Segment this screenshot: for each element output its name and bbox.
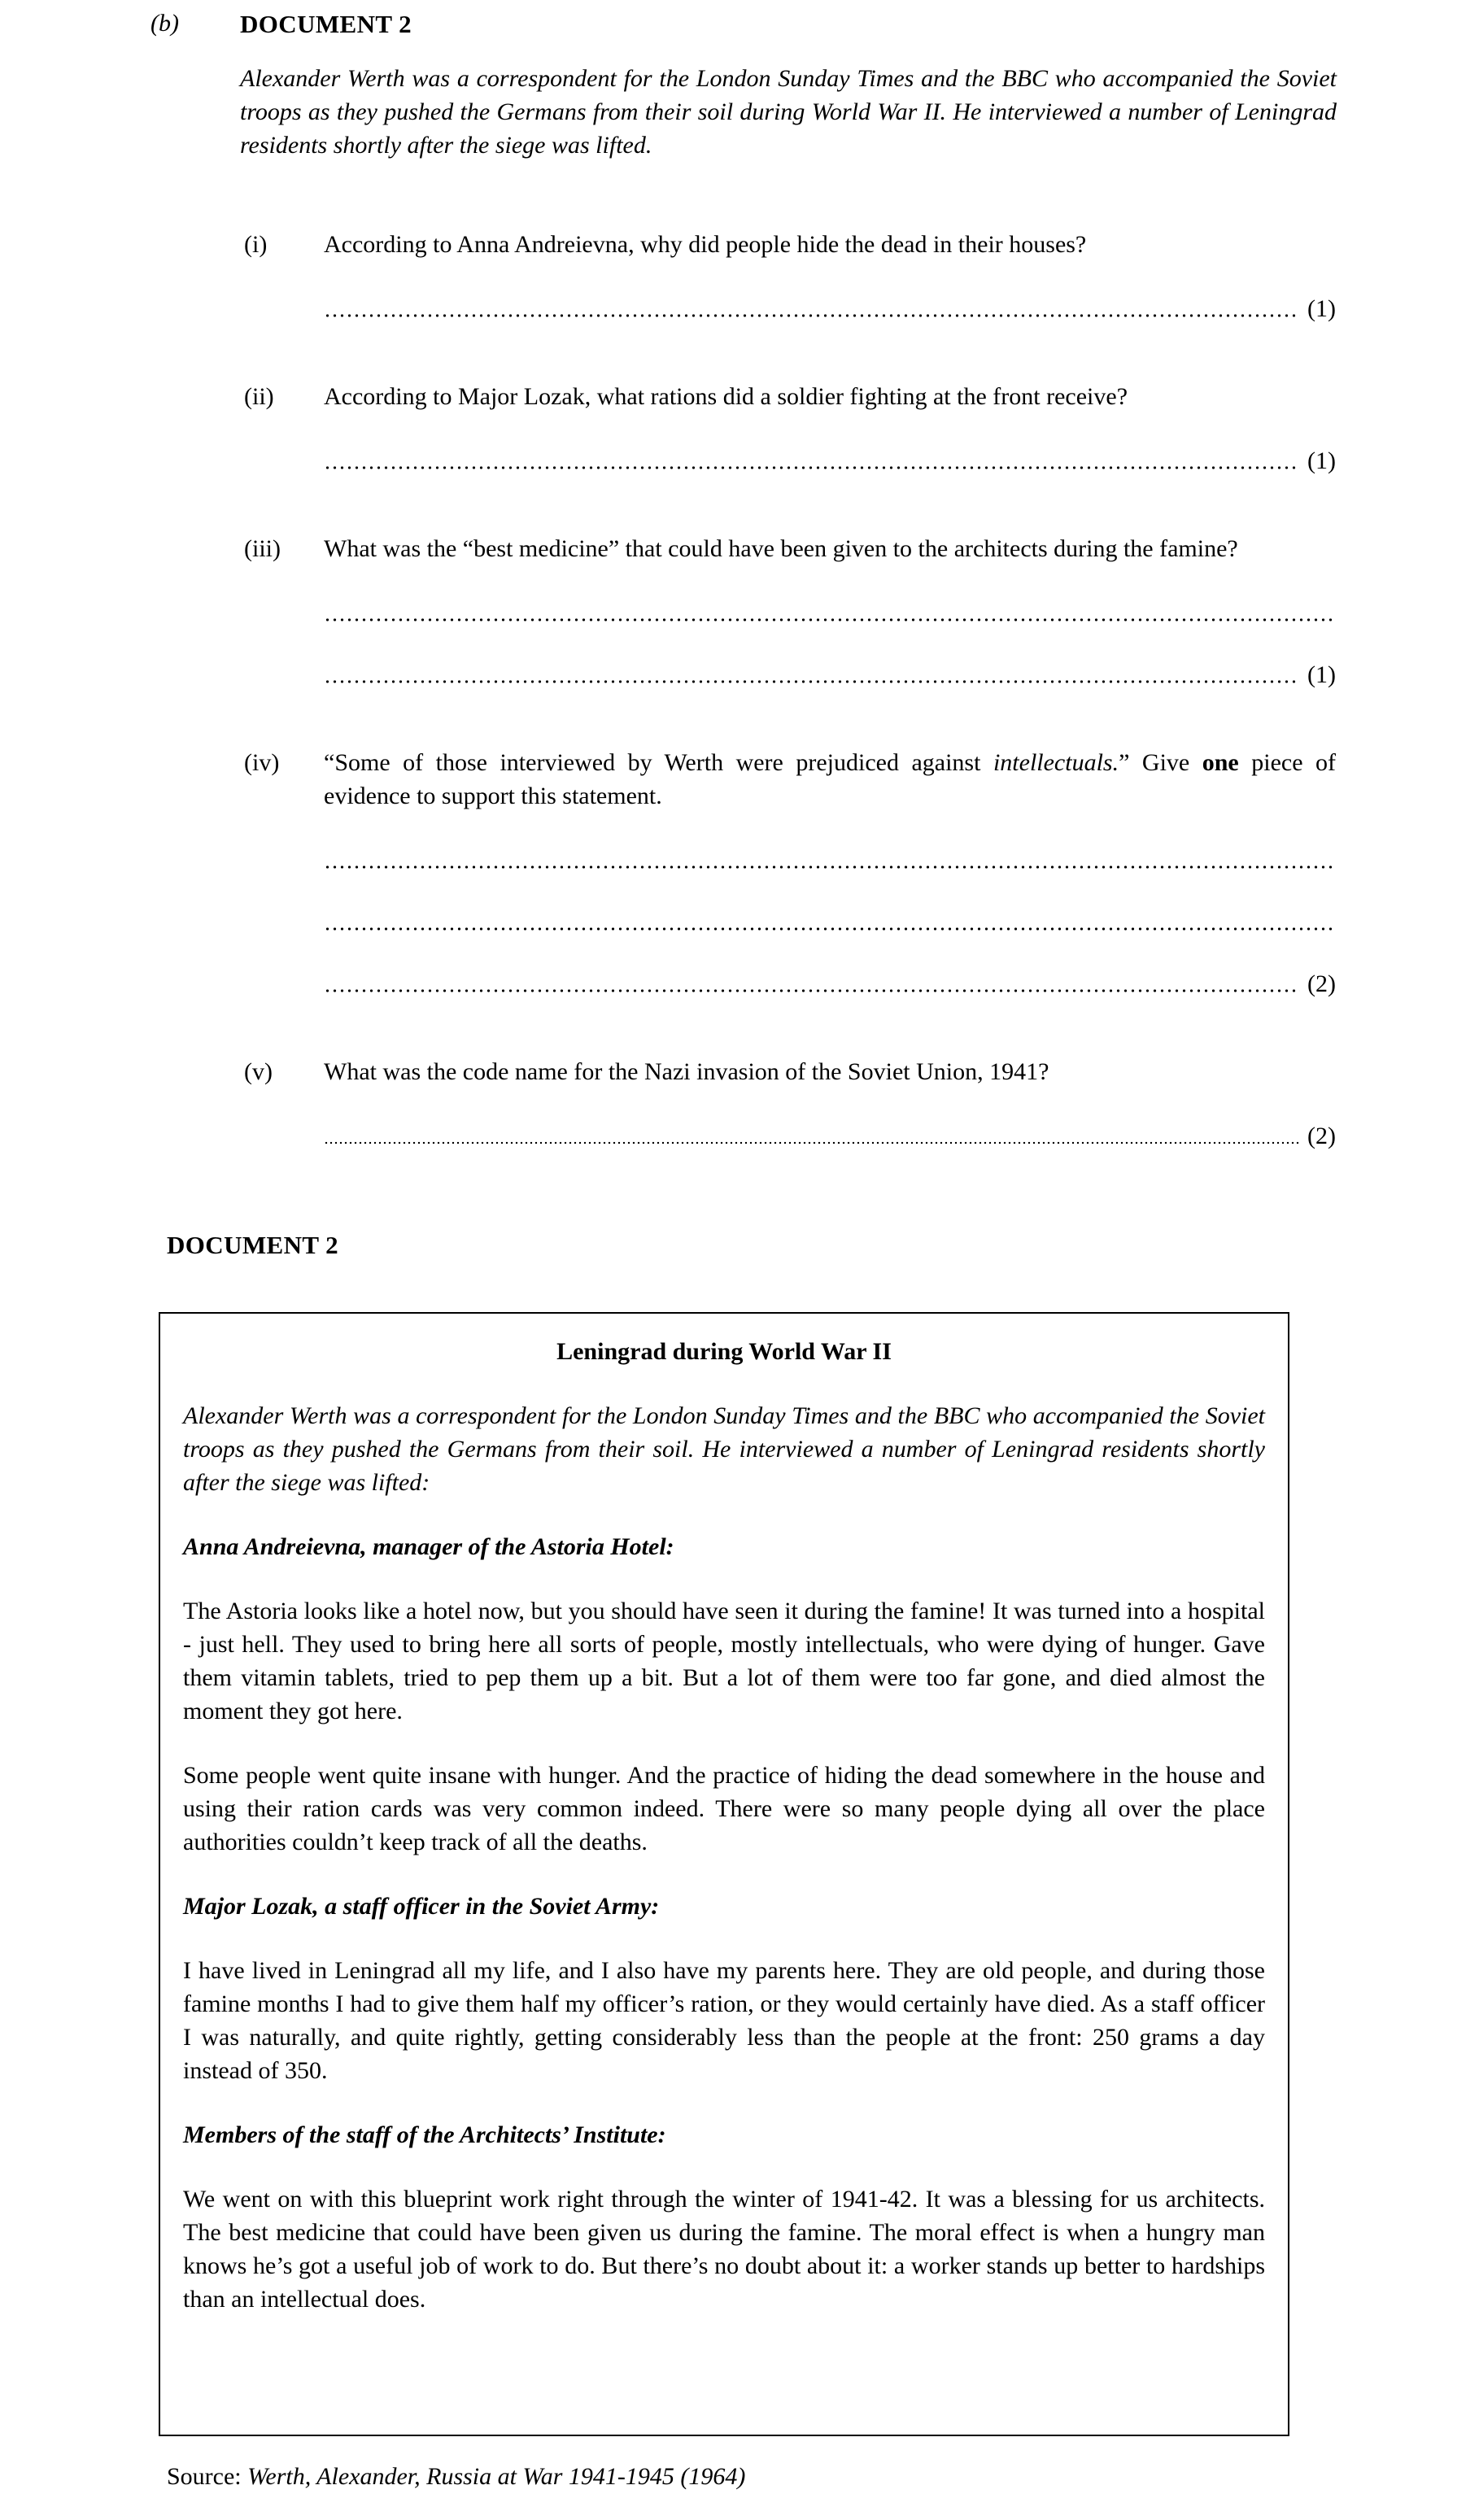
question-number: (v) (244, 1058, 273, 1085)
document-title: Leningrad during World War II (556, 1338, 892, 1365)
dotted-rule (324, 1140, 1300, 1146)
answer-line (324, 905, 1336, 936)
document-paragraph: I have lived in Leningrad all my life, and I also have my parents here. They are old people, and during those famine months I had to give them half my officer’s ration, or they would certainly have died. As a staff officer I was naturally, and quite rightly, getting considerably less than the people at the front: 250 grams a day instead of 350. (183, 1957, 1265, 2084)
question-text-segment: ” Give (1119, 749, 1202, 776)
document-box (159, 1312, 1289, 2436)
mark-allocation: (1) (1307, 295, 1336, 322)
answer-line (324, 1119, 1336, 1150)
document-intro: Alexander Werth was a correspondent for the London Sunday Times and the BBC who accompanied the Soviet troops as they pushed the Germans from their soil. He interviewed a number of Leningrad residents shortly after the siege was lifted: (183, 1402, 1265, 1496)
dotted-rule (324, 926, 1336, 932)
question-i (244, 228, 1336, 323)
question-text (324, 1055, 1336, 1088)
question-body (324, 532, 1336, 689)
questions (244, 228, 1336, 1150)
dotted-rule (324, 617, 1336, 623)
answer-line (324, 596, 1336, 627)
dotted-rule (324, 312, 1300, 319)
document-paragraph: The Astoria looks like a hotel now, but you should have seen it during the famine! It was turned into a hospital - just hell. They used to bring here all sorts of people, mostly intellectuals, who were dying of hunger. Gave them vitamin tablets, tried to pep them up a bit. But a lot of them were too far gone, and died almost the moment they got here. (183, 1598, 1265, 1724)
part-label: (b) (151, 10, 179, 37)
question-iv (244, 746, 1336, 998)
question-body (324, 746, 1336, 998)
question-iii (244, 532, 1336, 689)
dotted-rule (324, 864, 1336, 870)
question-text-segment: What was the “best medicine” that could have been given to the architects during the famine? (324, 535, 1238, 562)
question-number: (iii) (244, 535, 281, 562)
answer-line (324, 967, 1336, 998)
source-prefix: Source: (167, 2463, 248, 2490)
header-row (151, 10, 412, 39)
mark-allocation: (1) (1307, 661, 1336, 688)
answer-line (324, 844, 1336, 874)
mark-allocation: (2) (1307, 1123, 1336, 1149)
speaker-heading: Anna Andreievna, manager of the Astoria Hotel: (183, 1533, 674, 1560)
source-line (167, 2463, 745, 2491)
source-citation: Werth, Alexander, Russia at War 1941-1945 (1964) (247, 2463, 746, 2490)
intro-paragraph: Alexander Werth was a correspondent for the London Sunday Times and the BBC who accompanied the Soviet troops as they pushed the Germans from their soil during World War II. He interviewed a number of Leningrad residents shortly after the siege was lifted. (240, 65, 1337, 159)
question-number: (ii) (244, 383, 274, 410)
dotted-rule (324, 464, 1300, 471)
question-text (324, 532, 1336, 565)
question-text-segment: According to Major Lozak, what rations did a soldier fighting at the front receive? (324, 383, 1128, 410)
question-number: (i) (244, 231, 268, 258)
question-number: (iv) (244, 749, 280, 776)
document-2-heading: DOCUMENT 2 (167, 1231, 338, 1259)
question-text (324, 380, 1336, 413)
document-paragraph: Some people went quite insane with hunger. And the practice of hiding the dead somewhere in the house and using their ration cards was very common indeed. There were so many people dying all over the place authorities couldn’t keep track of all the deaths. (183, 1762, 1265, 1855)
question-body (324, 1055, 1336, 1150)
question-text-segment: According to Anna Andreievna, why did people hide the dead in their houses? (324, 231, 1087, 258)
question-text-segment: piece of evidence to support this statement. (324, 749, 1337, 809)
question-text-segment: one (1202, 749, 1239, 776)
dotted-rule (324, 988, 1300, 994)
speaker-heading: Members of the staff of the Architects’ Institute: (183, 2121, 666, 2148)
question-v (244, 1055, 1336, 1150)
question-body (324, 228, 1336, 323)
question-text (324, 228, 1336, 261)
mark-allocation: (2) (1307, 970, 1336, 997)
question-text-segment: “Some of those interviewed by Werth were prejudiced against (324, 749, 993, 776)
question-text (324, 746, 1336, 813)
question-text-segment: intellectuals. (993, 749, 1119, 776)
answer-line (324, 658, 1336, 689)
question-ii (244, 380, 1336, 475)
question-text-segment: What was the code name for the Nazi invasion of the Soviet Union, 1941? (324, 1058, 1049, 1085)
dotted-rule (324, 678, 1300, 685)
speaker-heading: Major Lozak, a staff officer in the Soviet Army: (183, 1893, 660, 1920)
document-paragraph: We went on with this blueprint work right through the winter of 1941-42. It was a blessing for us architects. The best medicine that could have been given us during the famine. The moral effect is when a hungry man knows he’s got a useful job of work to do. But there’s no doubt about it: a worker stands up better to hardships than an intellectual does. (183, 2186, 1265, 2313)
answer-line (324, 444, 1336, 475)
document-2-section (159, 1231, 1289, 2436)
answer-line (324, 292, 1336, 323)
document-heading: DOCUMENT 2 (240, 10, 412, 38)
document-sections (183, 1530, 1265, 2316)
question-body (324, 380, 1336, 475)
mark-allocation: (1) (1307, 447, 1336, 474)
